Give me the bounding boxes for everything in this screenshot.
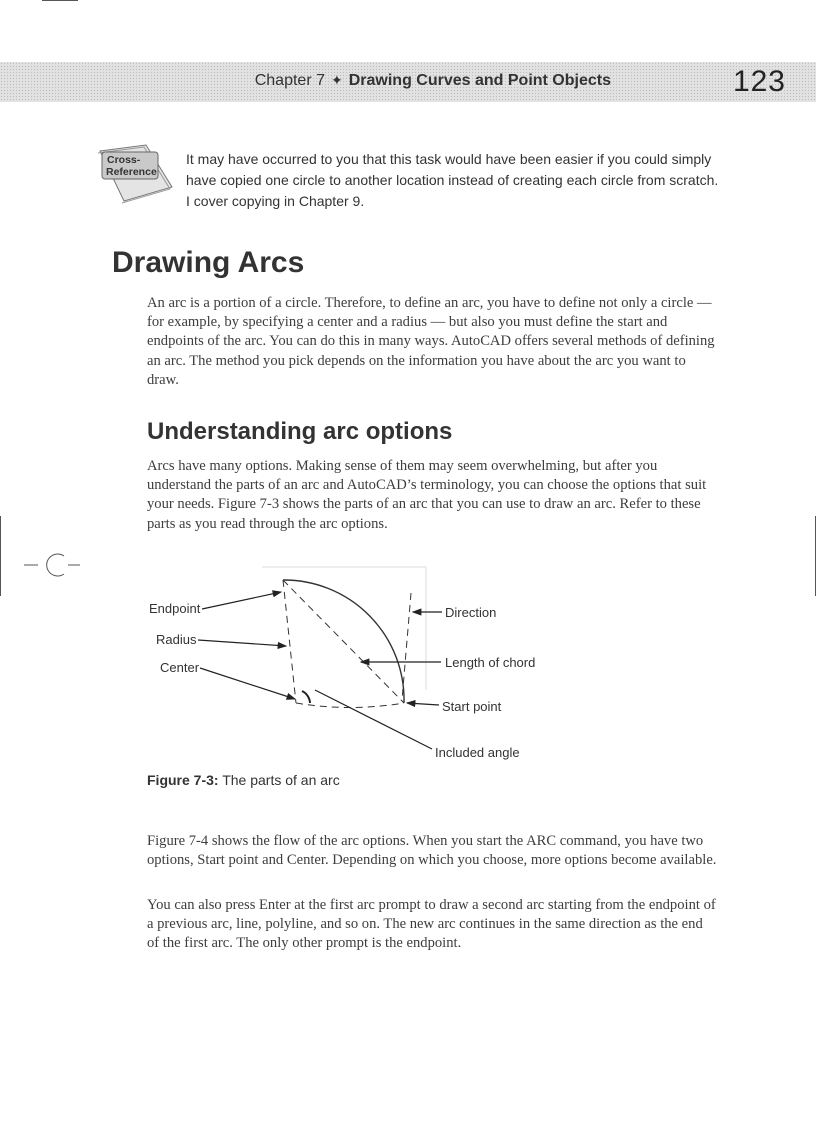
- running-head-chapter: [255, 72, 611, 90]
- label-included-angle: Included angle: [435, 745, 520, 760]
- figure-caption: [147, 772, 340, 788]
- cross-reference-label-2: Reference: [106, 166, 157, 178]
- start-point-leader: [407, 703, 439, 705]
- running-head: [0, 62, 816, 102]
- included-angle-mark: [302, 691, 310, 703]
- registration-mark-icon: [24, 550, 80, 580]
- cross-reference-icon: [94, 143, 174, 205]
- label-endpoint: Endpoint: [149, 601, 201, 616]
- chord-line: [283, 580, 404, 703]
- endpoint-leader: [202, 592, 281, 609]
- figure-caption-text: The parts of an arc: [222, 772, 340, 788]
- arc-curve: [283, 580, 404, 703]
- subsection-title: Understanding arc options: [147, 418, 453, 445]
- subsection-paragraph: Arcs have many options. Making sense of them may seem overwhelming, but after you understand the parts of an arc and AutoCAD’s terminology, you can choose the options that suit your needs. Figure 7-3 shows the parts of an arc that you can use to draw an arc. Refer to these parts as you read through the arc options.: [147, 458, 707, 532]
- label-radius: Radius: [156, 632, 197, 647]
- direction-tangent: [402, 593, 411, 700]
- chapter-title: Drawing Curves and Point Objects: [348, 72, 611, 89]
- crop-mark-left: [0, 516, 1, 596]
- section-title: Drawing Arcs: [112, 246, 305, 279]
- section-intro-paragraph: An arc is a portion of a circle. Therefore, to define an arc, you have to define not only a circle — for example, by specifying a center and a radius — but also you must define the start and endpoints of the arc. You can do this in many ways. AutoCAD offers several methods of defining an arc. The method you pick depends on the information you have about the arc you want to draw.: [147, 295, 715, 388]
- included-angle-leader: [315, 690, 432, 749]
- label-direction: Direction: [445, 605, 497, 620]
- chapter-label: Chapter 7: [254, 72, 325, 89]
- page-number: 123: [732, 65, 786, 98]
- enter-continue-paragraph: You can also press Enter at the first arc prompt to draw a second arc starting from the endpoint of a previous arc, line, polyline, and so on. The new arc continues in the same direction as the end of the first arc. The only other prompt is the endpoint.: [147, 897, 716, 952]
- label-length-of-chord: Length of chord: [445, 655, 536, 670]
- radius-line-start: [296, 703, 404, 708]
- label-start-point: Start point: [442, 699, 502, 714]
- cross-reference-text: It may have occurred to you that this task would have been easier if you could simply have copied one circle to another location instead of creating each circle from scratch. I cover copying in Chapter 9.: [186, 151, 719, 209]
- cross-reference-label-1: Cross-: [107, 154, 141, 166]
- radius-line-end: [283, 580, 296, 703]
- radius-leader: [198, 640, 286, 646]
- figure-caption-number: Figure 7-3:: [147, 772, 219, 788]
- arc-options-flow-paragraph: Figure 7-4 shows the flow of the arc options. When you start the ARC command, you have two options, Start point and Center. Depending on which you choose, more options become available.: [147, 833, 717, 869]
- separator-icon: ✦: [330, 72, 343, 88]
- crop-mark-top: [42, 0, 78, 1]
- center-leader: [200, 668, 295, 699]
- figure-background-frame: [262, 567, 426, 690]
- label-center: Center: [160, 660, 200, 675]
